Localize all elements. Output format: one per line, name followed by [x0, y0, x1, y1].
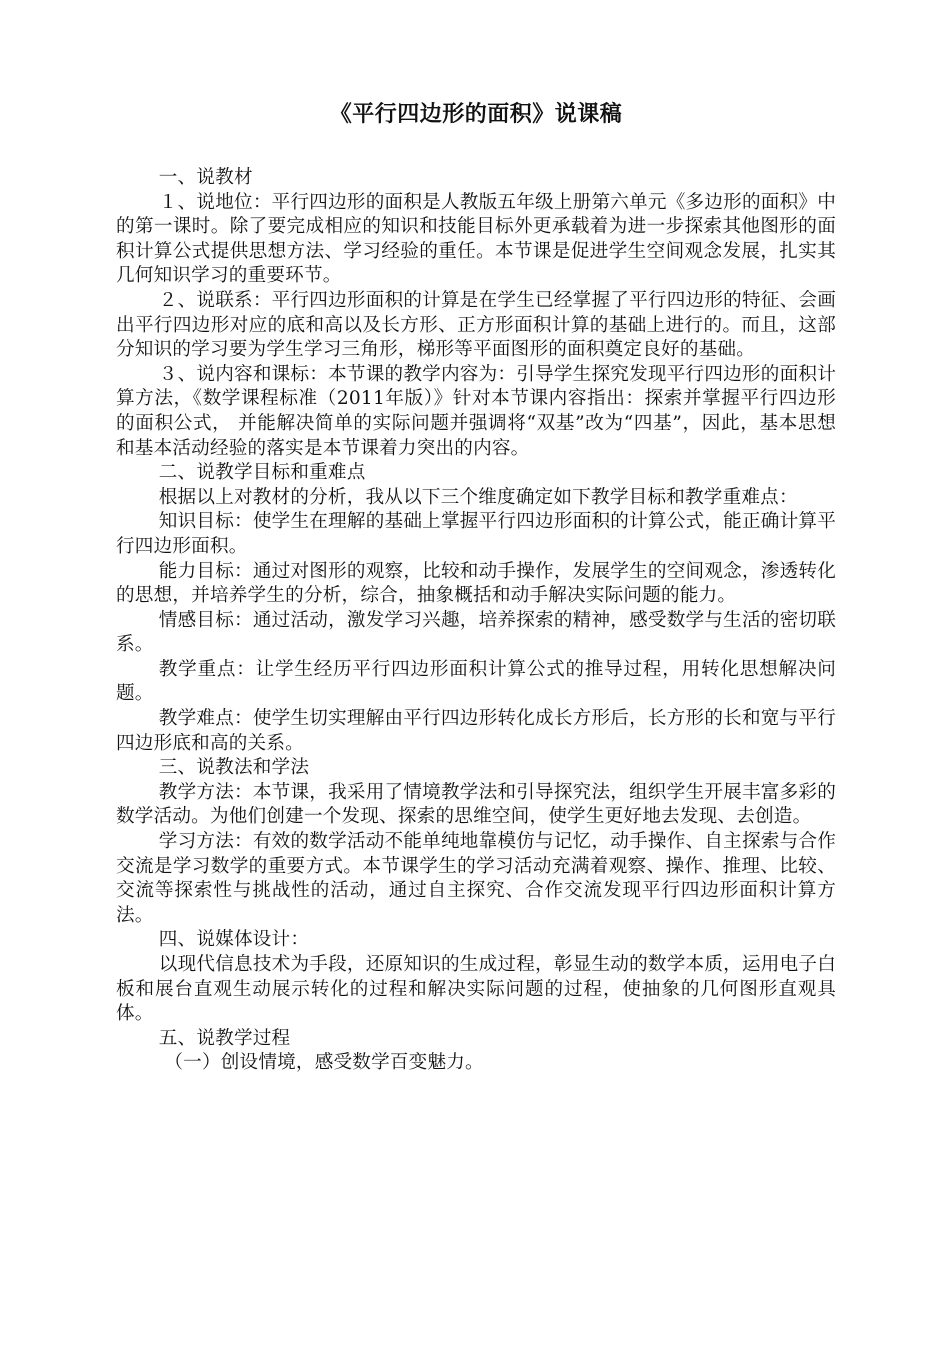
- paragraph-teaching-method: 教学方法：本节课，我采用了情境教学法和引导探究法，组织学生开展丰富多彩的数学活动。为他们创建一个发现、探索的思维空间，使学生更好地去发现、去创造。: [116, 781, 836, 828]
- paragraph-goals-intro: 根据以上对教材的分析，我从以下三个维度确定如下教学目标和教学重难点：: [158, 486, 798, 508]
- paragraph-emotion-goal: 情感目标：通过活动，激发学习兴趣，培养探索的精神，感受数学与生活的密切联系。: [116, 609, 836, 656]
- section-heading-process: 五、说教学过程: [158, 1027, 291, 1049]
- document-title: 《平行四边形的面积》说课稿: [329, 102, 623, 127]
- paragraph-position: １、说地位：平行四边形的面积是人教版五年级上册第六单元《多边形的面积》中的第一课时。除了要完成相应的知识和技能目标外更承载着为进一步探索其他图形的面积计算公式提供思想方法、学习经验的重任。本节课是促进学生空间观念发展，扎实其几何知识学习的重要环节。: [116, 191, 836, 287]
- paragraph-key-point: 教学重点：让学生经历平行四边形面积计算公式的推导过程，用转化思想解决问题。: [116, 658, 836, 705]
- section-heading-goals: 二、说教学目标和重难点: [158, 462, 366, 484]
- paragraph-learning-method: 学习方法：有效的数学活动不能单纯地靠模仿与记忆，动手操作、自主探索与合作交流是学习数学的重要方式。本节课学生的学习活动充满着观察、操作、推理、比较、交流等探索性与挑战性的活动，通过自主探究、合作交流发现平行四边形面积计算方法。: [116, 831, 836, 926]
- paragraph-difficulty: 教学难点：使学生切实理解由平行四边形转化成长方形后，长方形的长和宽与平行四边形底和高的关系。: [116, 708, 836, 754]
- section-heading-textbook: 一、说教材: [158, 167, 253, 188]
- paragraph-media-design: 以现代信息技术为手段，还原知识的生成过程，彰显生动的数学本质，运用电子白板和展台直观生动展示转化的过程和解决实际问题的过程，使抽象的几何图形直观具体。: [116, 954, 836, 1025]
- document-page: [116, 100, 836, 1076]
- paragraph-ability-goal: 能力目标：通过对图形的观察，比较和动手操作，发展学生的空间观念，渗透转化的思想，并培养学生的分析，综合，抽象概括和动手解决实际问题的能力。: [116, 560, 836, 607]
- subsection-heading-situation: （一）创设情境，感受数学百变魅力。: [164, 1052, 484, 1074]
- section-heading-media: 四、说媒体设计：: [158, 929, 310, 951]
- paragraph-connection: ２、说联系：平行四边形面积的计算是在学生已经掌握了平行四边形的特征、会画出平行四边形对应的底和高以及长方形、正方形面积计算的基础上进行的。而且，这部分知识的学习要为学生学习三角形，梯形等平面图形的面积奠定良好的基础。: [116, 289, 836, 361]
- paragraph-knowledge-goal: 知识目标：使学生在理解的基础上掌握平行四边形面积的计算公式，能正确计算平行四边形面积。: [116, 511, 836, 557]
- paragraph-content-standard: ３、说内容和课标：本节课的教学内容为：引导学生探究发现平行四边形的面积计算方法，《数学课程标准（2011年版）》针对本节课内容指出：探索并掌握平行四边形的面积公式， 并能解决简单的实际问题并强调将“双基”改为“四基”，因此，基本思想和基本活动经验的落实是本节课着力突出的内容。: [116, 363, 836, 459]
- section-heading-methods: 三、说教法和学法: [158, 757, 310, 779]
